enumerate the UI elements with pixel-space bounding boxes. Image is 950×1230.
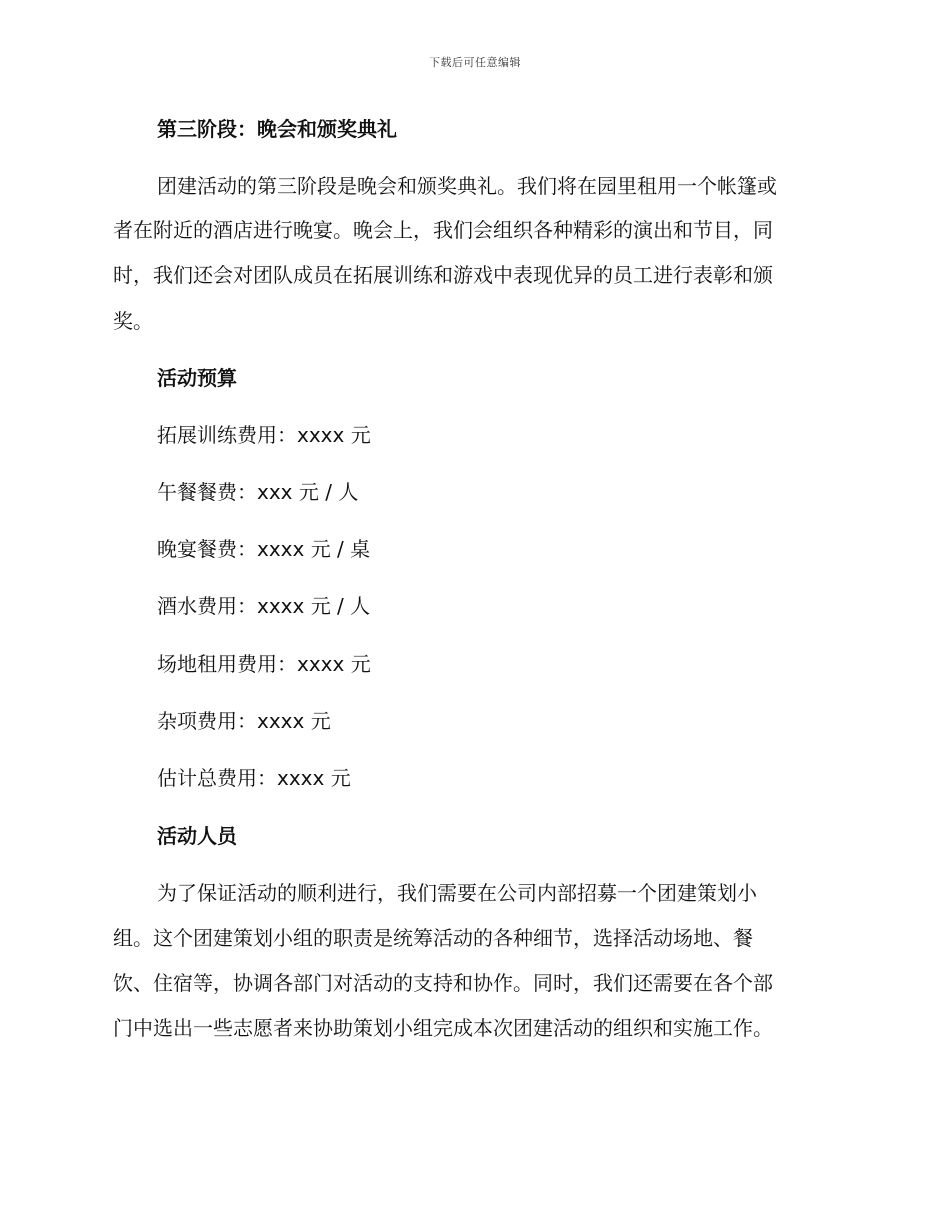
page-header: 下载后可任意编辑 — [429, 56, 521, 69]
paragraph-line: 门中选出一些志愿者来协助策划小组完成本次团建活动的组织和实施工作。 — [113, 1016, 773, 1040]
section-heading-budget: 活动预算 — [157, 366, 237, 390]
paragraph-line: 团建活动的第三阶段是晚会和颁奖典礼。我们将在园里租用一个帐篷或 — [157, 174, 777, 198]
paragraph-line: 者在附近的酒店进行晚宴。晚会上，我们会组织各种精彩的演出和节目，同 — [113, 218, 773, 242]
paragraph-line: 时，我们还会对团队成员在拓展训练和游戏中表现优异的员工进行表彰和颁 — [113, 263, 773, 287]
budget-item: 酒水费用：xxxx 元 / 人 — [157, 594, 371, 618]
budget-item: 估计总费用：xxxx 元 — [157, 766, 351, 790]
section-heading-staff: 活动人员 — [157, 824, 237, 848]
paragraph-line: 饮、住宿等，协调各部门对活动的支持和协作。同时，我们还需要在各个部 — [113, 971, 773, 995]
budget-item: 拓展训练费用：xxxx 元 — [157, 423, 371, 447]
budget-item: 晚宴餐费：xxxx 元 / 桌 — [157, 537, 371, 561]
budget-item: 杂项费用：xxxx 元 — [157, 709, 331, 733]
budget-item: 场地租用费用：xxxx 元 — [157, 652, 371, 676]
budget-item: 午餐餐费：xxx 元 / 人 — [157, 480, 359, 504]
paragraph-line: 组。这个团建策划小组的职责是统筹活动的各种细节，选择活动场地、餐 — [113, 926, 753, 950]
paragraph-line: 为了保证活动的顺利进行，我们需要在公司内部招募一个团建策划小 — [157, 881, 757, 905]
section-heading-stage3: 第三阶段：晚会和颁奖典礼 — [157, 117, 397, 141]
paragraph-line: 奖。 — [113, 309, 153, 333]
